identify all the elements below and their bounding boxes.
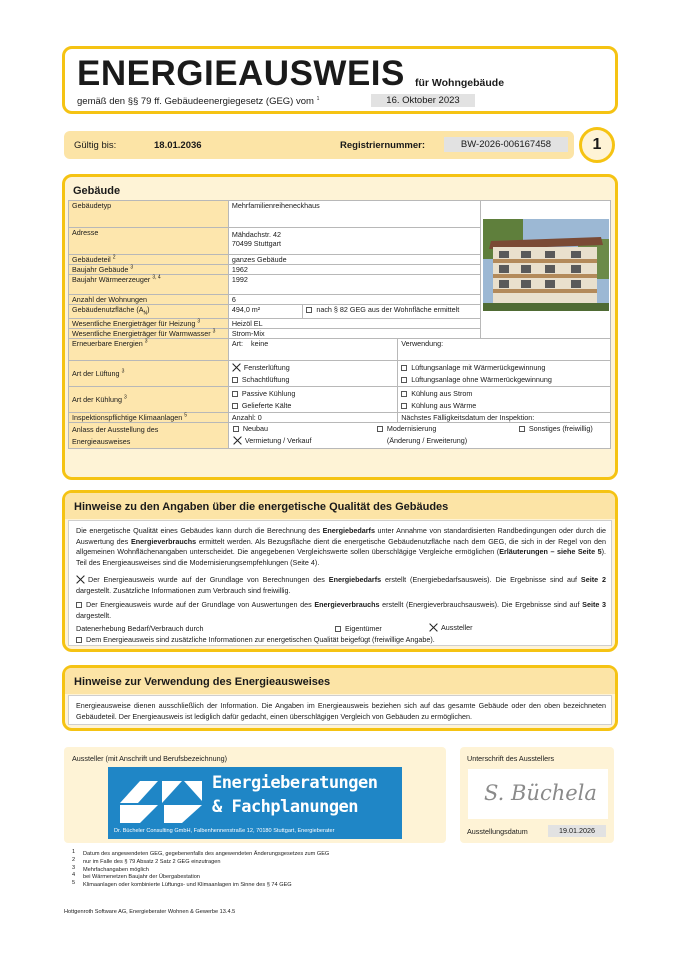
cool-electric[interactable]: Kühlung aus Strom <box>401 388 607 400</box>
issuer-logo <box>108 767 402 839</box>
usage-text: Energieausweise dienen ausschließlich der Information. Die Angaben im Energieausweis beziehen sich auf das gesamte Gebäude oder den oben bezeichneten Gebäudeteil. Der Energieausweis ist lediglich dafür gedacht, einen überschlägigen Vergleich von Gebäuden zu ermöglichen. <box>76 701 606 721</box>
registration-number: BW-2026-006167458 <box>444 137 568 152</box>
checkbox-icon <box>232 377 238 383</box>
occ-modernisation[interactable]: Modernisierung <box>377 424 437 433</box>
signature-label: Unterschrift des Ausstellers <box>467 754 555 763</box>
checkbox-icon <box>401 391 407 397</box>
software-credit: Hottgenroth Software AG, Energieberater Wohnen & Gewerbe 13.4.5 <box>64 909 236 915</box>
generator-year-value: 1992 <box>228 275 480 295</box>
checkbox-icon <box>401 365 407 371</box>
typ-value: Mehrfamilienreiheneckhaus <box>228 201 480 228</box>
vent-shaft[interactable]: Schachtlüftung <box>232 374 394 386</box>
ac-next-inspection: Nächstes Fälligkeitsdatum der Inspektion: <box>398 413 611 423</box>
signature-area <box>468 769 608 819</box>
checkbox-icon <box>401 377 407 383</box>
typ-label: Gebäudetyp <box>69 201 229 228</box>
building-photo <box>483 219 609 311</box>
generator-year-label: Baujahr Wärmeerzeuger $^{3, 4}$ <box>69 275 229 295</box>
hints-paragraph: Die energetische Qualität eines Gebäudes kann durch die Berechnung des Energiebedarfs unter Annahme von standardisierten Randbedingungen oder durch die Auswertung des Energieverbrauchs ermittelt werden. Als Bezugsfläche dient die energetische Gebäudenutzfläche nach dem GEG, die sich in der Regel von den allgemeinen Wohnflächenangaben unterscheidet. Die angegebenen Vergleichswerte sollen überschlägige Vergleiche ermöglichen (Erläuterungen – siehe Seite 5). Teil des Energieausweises sind die Modernisierungsempfehlungen (Seite 4). <box>76 526 606 567</box>
checked-icon <box>429 623 438 632</box>
vent-with-recovery[interactable]: Lüftungsanlage mit Wärmerückgewinnung <box>401 362 607 374</box>
registration-label: Registriernummer: <box>340 140 425 151</box>
checkbox-icon <box>519 426 525 432</box>
renewable-label: Erneuerbare Energien $^3$ <box>69 339 229 361</box>
usage-body <box>68 695 612 725</box>
usage-heading: Hinweise zur Verwendung des Energieausweises <box>74 676 331 688</box>
heating-carrier-value: Heizöl EL <box>228 319 480 329</box>
cooling-label: Art der Kühlung $^3$ <box>69 387 229 413</box>
checkbox-icon <box>232 403 238 409</box>
cooling-options-right <box>398 387 611 413</box>
building-table <box>68 200 611 449</box>
data-issuer-option[interactable]: Aussteller <box>429 623 473 632</box>
data-collection-label: Datenerhebung Bedarf/Verbrauch durch <box>76 624 204 633</box>
header-frame <box>62 46 618 114</box>
address-label: Adresse <box>69 228 229 255</box>
part-value: ganzes Gebäude <box>228 255 480 265</box>
valid-until-value: 18.01.2036 <box>154 140 202 151</box>
checkbox-icon <box>377 426 383 432</box>
area-note-checkbox[interactable] <box>306 307 312 313</box>
occasion-options <box>228 423 610 449</box>
cool-delivered[interactable]: Gelieferte Kälte <box>232 400 394 412</box>
signature-box <box>460 747 614 843</box>
building-heading: Gebäude <box>73 185 121 197</box>
address-value: Mähdachstr. 42 70499 Stuttgart <box>228 228 480 255</box>
checkbox-icon <box>76 602 82 608</box>
ac-count: Anzahl: 0 <box>228 413 397 423</box>
cooling-options-left <box>228 387 397 413</box>
footnotes <box>72 851 472 890</box>
signature: S. Büchela <box>484 781 597 805</box>
renewable-usage: Verwendung: <box>398 339 611 361</box>
law-reference: gemäß den §§ 79 ff. Gebäudeenergiegesetz (GEG) vom $^1$ <box>77 95 320 107</box>
checkbox-icon <box>232 391 238 397</box>
hints-section <box>62 490 618 652</box>
company-logo-icon <box>114 773 206 825</box>
hints-body <box>68 520 612 646</box>
checked-icon <box>76 575 85 584</box>
data-owner-option[interactable]: Eigentümer <box>335 624 382 633</box>
usage-section <box>62 665 618 731</box>
checked-icon <box>233 436 242 445</box>
area-value: 494,0 m² <box>228 305 303 319</box>
law-date: 16. Oktober 2023 <box>371 94 475 107</box>
year-value: 1962 <box>228 265 480 275</box>
water-carrier-label: Wesentliche Energieträger für Warmwasser $^3$ <box>69 329 229 339</box>
footnote: 3 Mehrfachangaben möglich <box>72 864 149 873</box>
renewable-type: Art: keine <box>228 339 397 361</box>
validity-bar <box>64 131 574 159</box>
occ-extension: (Änderung / Erweiterung) <box>386 436 468 446</box>
checkbox-icon <box>76 637 82 643</box>
footnote: 5 Klimaanlagen oder kombinierte Lüftungs- und Klimaanlagen im Sinne des § 74 GEG <box>72 880 292 889</box>
area-note: nach § 82 GEG aus der Wohnfläche ermittelt <box>303 305 481 319</box>
checkbox-icon <box>233 426 239 432</box>
footnote: 1 Datum des angewendeten GEG, gegebenenfalls des angewendeten Änderungsgesetzes zum GEG <box>72 849 330 857</box>
footnote: 2 nur im Falle des § 79 Absatz 2 Satz 2 GEG einzutragen <box>72 856 221 865</box>
units-value: 6 <box>228 295 480 305</box>
heating-carrier-label: Wesentliche Energieträger für Heizung $^3$ <box>69 319 229 329</box>
water-carrier-value: Strom-Mix <box>228 329 480 339</box>
cool-heat[interactable]: Kühlung aus Wärme <box>401 400 607 412</box>
checked-icon <box>232 363 241 372</box>
demand-certificate-option[interactable]: Der Energieausweis wurde auf der Grundlage von Berechnungen des Energiebedarfs erstellt (Energiebedarfsausweis). Die Ergebnisse sind auf Seite 2 dargestellt. Zusätzliche Informationen zum Verbrauch sind freiwillig. <box>76 575 606 595</box>
issuer-label: Aussteller (mit Anschrift und Berufsbezeichnung) <box>72 754 228 763</box>
page-number-badge: 1 <box>579 127 615 163</box>
additional-info-option[interactable]: Dem Energieausweis sind zusätzliche Informationen zur energetischen Qualität beigefügt (freiwillige Angabe). <box>76 635 435 644</box>
logo-line-2: & Fachplanungen <box>212 797 359 817</box>
occ-other[interactable]: Sonstiges (freiwillig) <box>519 424 593 433</box>
logo-footer: Dr. Bücheler Consulting GmbH, Falbenhennenstraße 12, 70180 Stuttgart, Energieberater <box>114 828 335 834</box>
logo-line-1: Energieberatungen <box>212 773 378 793</box>
footnote: 4 bei Wärmenetzen Baujahr der Übergabestation <box>72 872 200 881</box>
ventilation-options-right <box>398 361 611 387</box>
issue-date-label: Ausstellungsdatum <box>467 827 528 836</box>
area-label: Gebäudenutzfläche $(A_N)$ <box>69 305 229 319</box>
vent-window[interactable]: Fensterlüftung <box>232 362 394 374</box>
ventilation-label: Art der Lüftung $^3$ <box>69 361 229 387</box>
occ-new[interactable]: Neubau <box>233 424 268 433</box>
occasion-label: Anlass der Ausstellung des Energieausweises <box>69 423 229 449</box>
ventilation-options-left <box>228 361 397 387</box>
ac-label: Inspektionspflichtige Klimaanlagen $^5$ <box>69 413 229 423</box>
vent-without-recovery[interactable]: Lüftungsanlage ohne Wärmerückgewinnung <box>401 374 607 386</box>
consumption-certificate-option[interactable]: Der Energieausweis wurde auf der Grundlage von Auswertungen des Energieverbrauchs erstellt (Energieverbrauchsausweis). Die Ergebnisse sind auf Seite 3 dargestellt. <box>76 600 606 620</box>
hints-heading: Hinweise zu den Angaben über die energetische Qualität des Gebäudes <box>74 501 449 513</box>
valid-until-label: Gültig bis: <box>74 140 117 151</box>
document-subtitle: für Wohngebäude <box>415 77 505 89</box>
part-label: Gebäudeteil $^2$ <box>69 255 229 265</box>
issue-date-value: 19.01.2026 <box>548 825 606 837</box>
year-label: Baujahr Gebäude $^3$ <box>69 265 229 275</box>
issuer-box <box>64 747 446 843</box>
document-title: ENERGIEAUSWEIS <box>77 54 405 93</box>
occ-rental[interactable]: Vermietung / Verkauf <box>233 436 312 445</box>
units-label: Anzahl der Wohnungen <box>69 295 229 305</box>
cool-passive[interactable]: Passive Kühlung <box>232 388 394 400</box>
building-photo-cell <box>481 201 611 339</box>
checkbox-icon <box>335 626 341 632</box>
checkbox-icon <box>401 403 407 409</box>
